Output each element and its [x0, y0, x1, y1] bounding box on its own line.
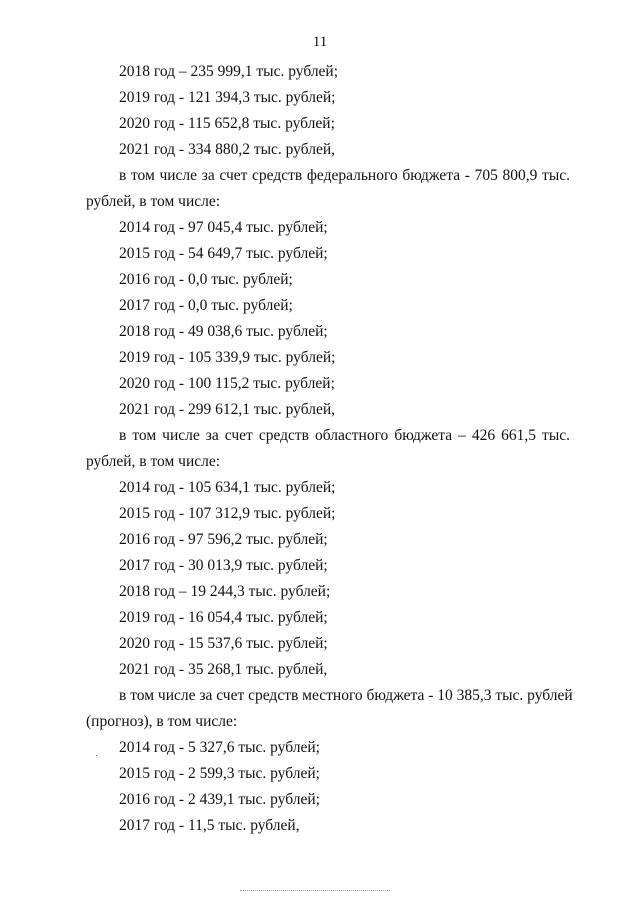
text-line: 2020 год - 115 652,8 тыс. рублей; — [119, 115, 335, 132]
text-line: 2015 год - 54 649,7 тыс. рублей; — [119, 245, 328, 262]
text-line: 2014 год - 105 634,1 тыс. рублей; — [119, 479, 336, 496]
text-line: 2014 год - 5 327,6 тыс. рублей; — [119, 739, 320, 756]
paragraph-line: в том числе за счет средств областного бюджета – 426 661,5 тыс. — [119, 427, 570, 444]
text-line: 2018 год - 49 038,6 тыс. рублей; — [119, 323, 328, 340]
text-line: 2017 год - 11,5 тыс. рублей, — [119, 817, 300, 834]
text-line: 2016 год - 0,0 тыс. рублей; — [119, 271, 293, 288]
scan-speck — [96, 755, 97, 756]
text-line: 2015 год - 2 599,3 тыс. рублей; — [119, 765, 320, 782]
text-line: 2016 год - 2 439,1 тыс. рублей; — [119, 791, 320, 808]
text-line: 2019 год - 105 339,9 тыс. рублей; — [119, 349, 336, 366]
text-line: 2019 год - 121 394,3 тыс. рублей; — [119, 89, 336, 106]
text-line: 2018 год – 19 244,3 тыс. рублей; — [119, 583, 331, 600]
paragraph-line: рублей, в том числе: — [86, 193, 221, 210]
text-line: 2017 год - 30 013,9 тыс. рублей; — [119, 557, 328, 574]
text-line: 2014 год - 97 045,4 тыс. рублей; — [119, 219, 328, 236]
scan-edge-mark — [240, 890, 390, 891]
text-line: 2015 год - 107 312,9 тыс. рублей; — [119, 505, 336, 522]
paragraph-line: в том числе за счет средств местного бюджета - 10 385,3 тыс. рублей — [119, 687, 573, 704]
text-line: 2016 год - 97 596,2 тыс. рублей; — [119, 531, 328, 548]
text-line: 2020 год - 100 115,2 тыс. рублей; — [119, 375, 335, 392]
page-number: 11 — [312, 34, 328, 50]
paragraph-line: в том числе за счет средств федерального бюджета - 705 800,9 тыс. — [119, 167, 570, 184]
text-line: 2021 год - 35 268,1 тыс. рублей, — [119, 661, 328, 678]
text-line: 2018 год – 235 999,1 тыс. рублей; — [119, 63, 339, 80]
text-line: 2021 год - 299 612,1 тыс. рублей, — [119, 401, 336, 418]
text-line: 2019 год - 16 054,4 тыс. рублей; — [119, 609, 328, 626]
text-line: 2021 год - 334 880,2 тыс. рублей, — [119, 141, 336, 158]
text-line: 2020 год - 15 537,6 тыс. рублей; — [119, 635, 328, 652]
paragraph-line: (прогноз), в том числе: — [86, 713, 238, 730]
text-line: 2017 год - 0,0 тыс. рублей; — [119, 297, 293, 314]
paragraph-line: рублей, в том числе: — [86, 453, 221, 470]
